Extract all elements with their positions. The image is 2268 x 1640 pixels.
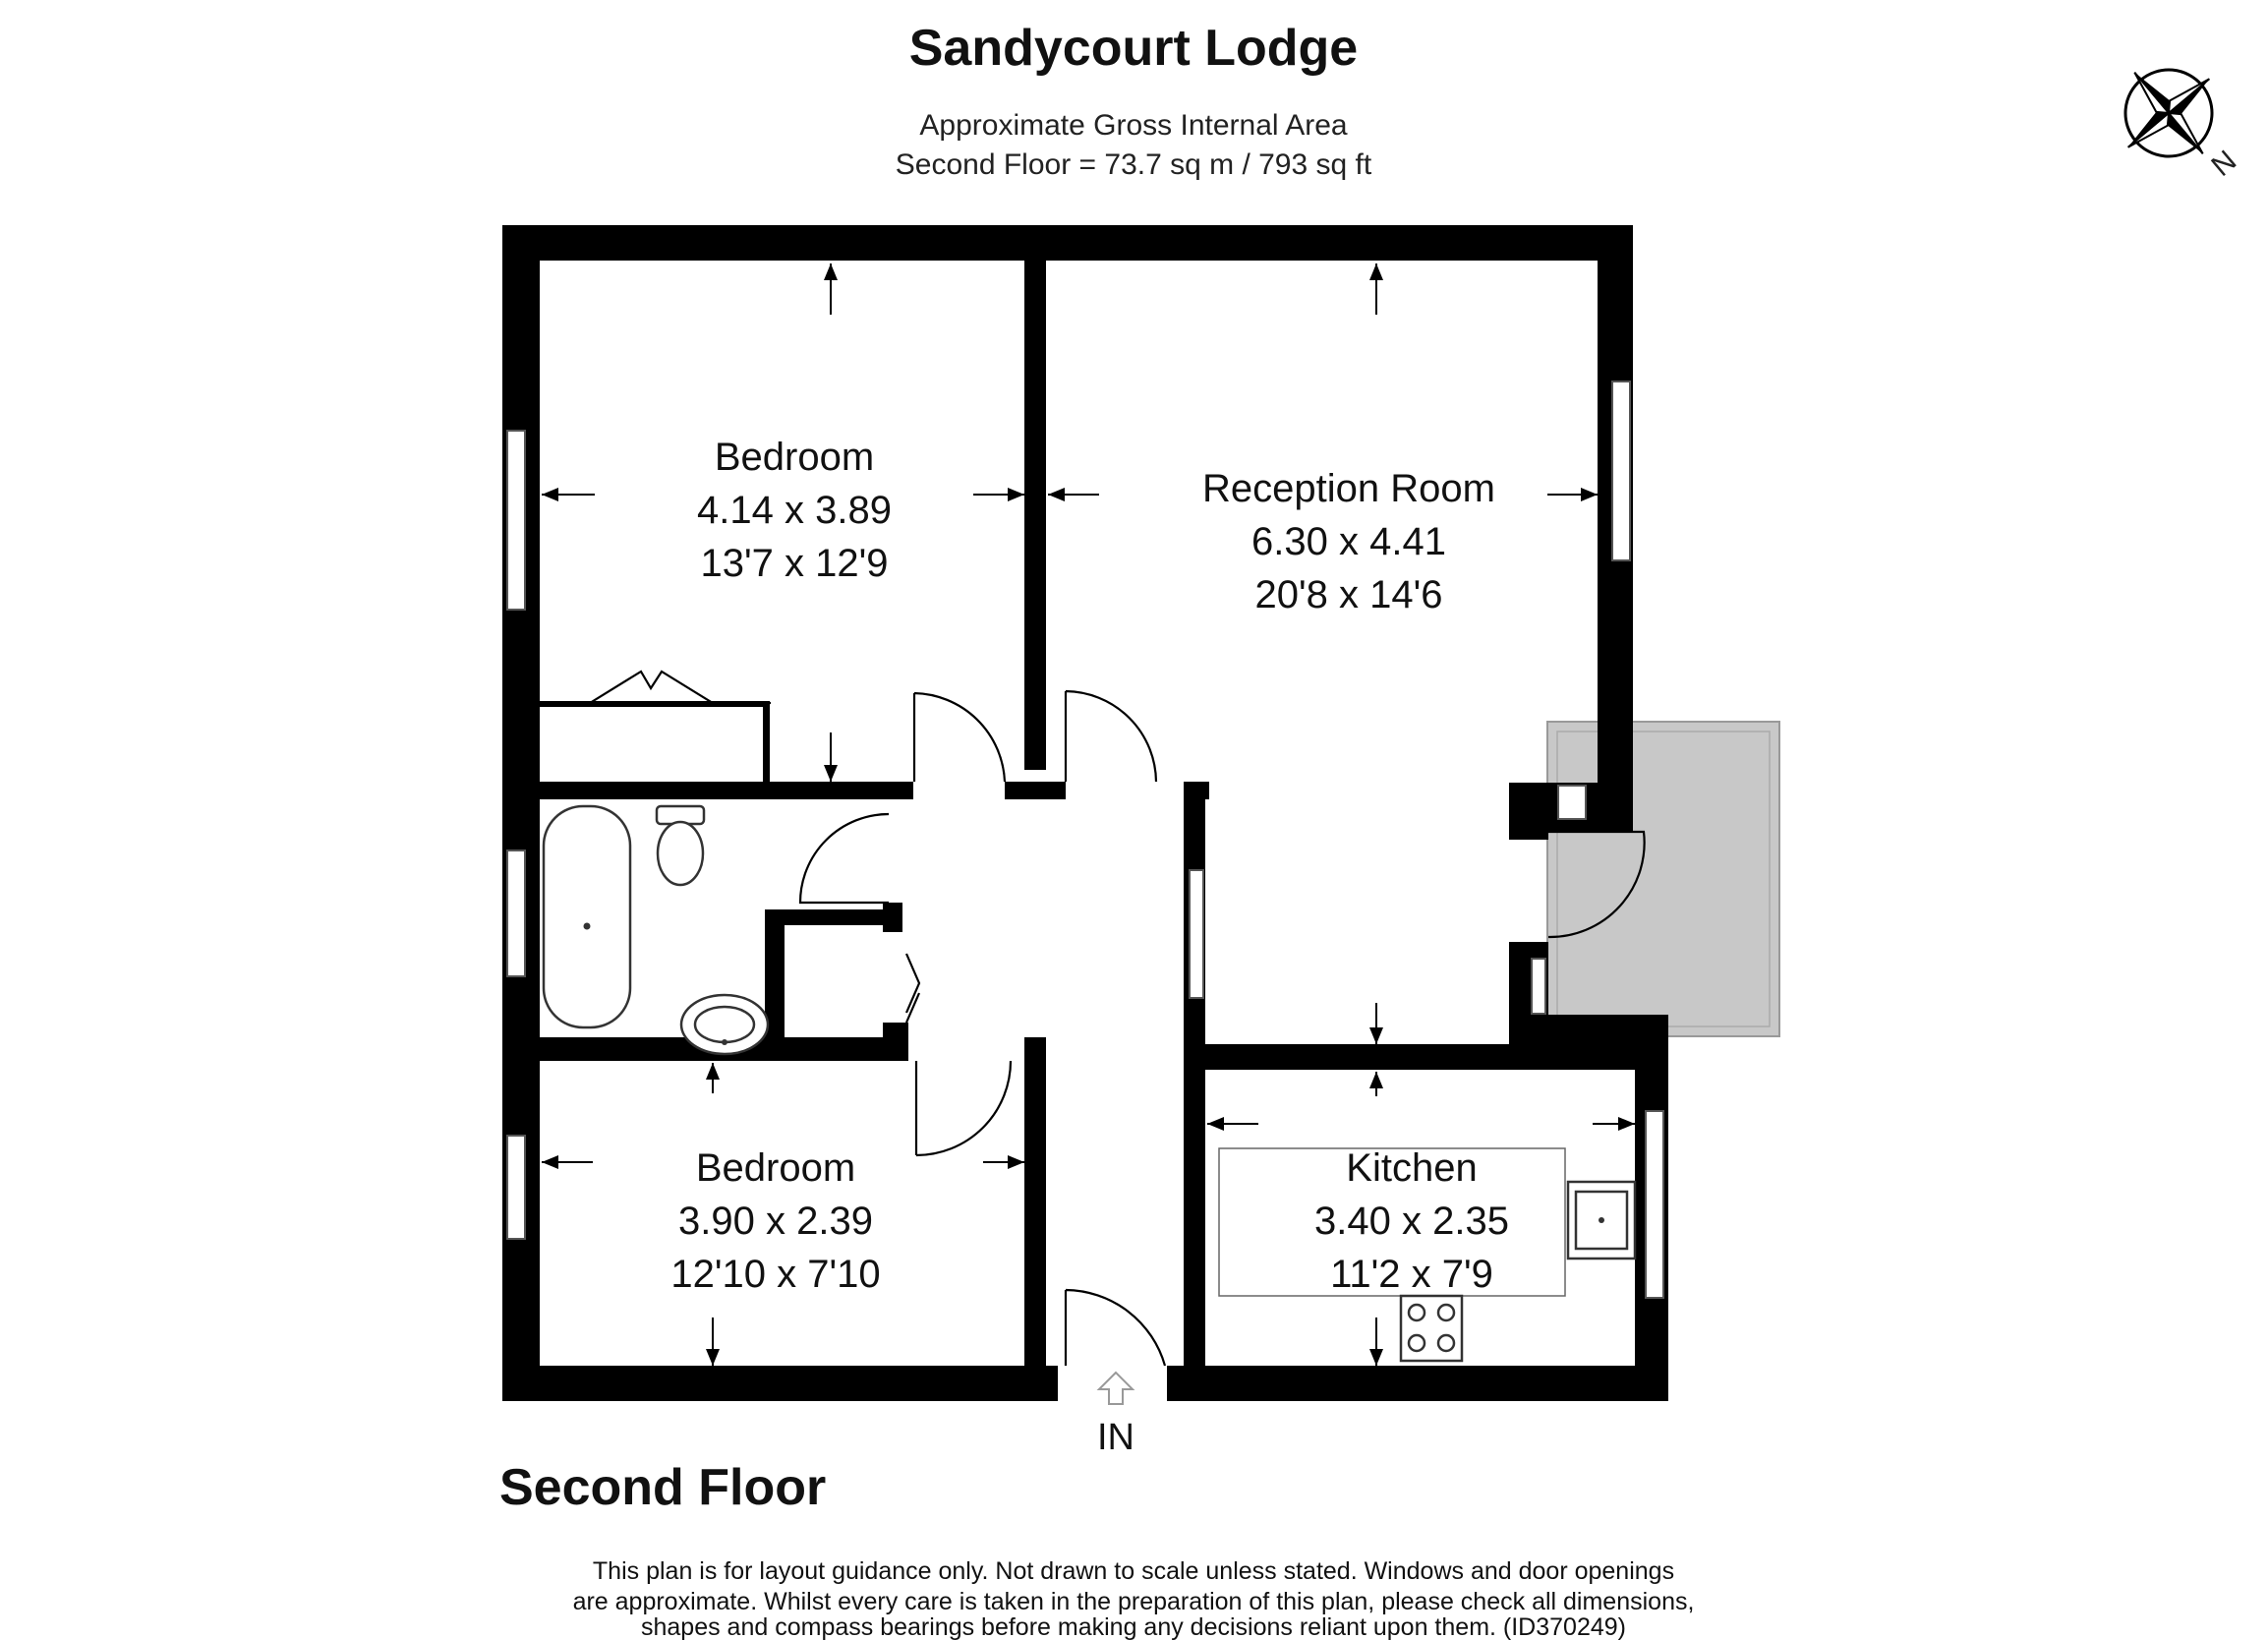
svg-text:3.90 x 2.39: 3.90 x 2.39 [678,1200,873,1243]
svg-text:Reception Room: Reception Room [1202,467,1495,510]
property-title: Sandycourt Lodge [908,20,1359,77]
entrance-arrow-icon [1099,1373,1133,1404]
floor-label: Second Floor [499,1459,827,1516]
svg-text:12'10 x 7'10: 12'10 x 7'10 [670,1253,881,1296]
svg-text:4.14 x 3.89: 4.14 x 3.89 [697,489,892,532]
svg-text:This plan is for layout guidan: This plan is for layout guidance only. Not drawn to scale unless stated. Windows and door openings [592,1557,1675,1585]
svg-text:13'7 x 12'9: 13'7 x 12'9 [700,542,889,585]
svg-text:Bedroom: Bedroom [714,436,875,479]
balcony [1547,722,1779,1036]
compass-north-label: N [2205,144,2243,183]
bathroom-fixtures [544,806,768,1054]
svg-text:Kitchen: Kitchen [1346,1146,1478,1190]
svg-text:are approximate. Whilst every: are approximate. Whilst every care is taken in the preparation of this plan, please check all dimensions, [572,1588,1695,1615]
svg-text:11'2 x 7'9: 11'2 x 7'9 [1330,1253,1493,1296]
area-heading: Approximate Gross Internal Area [919,109,1348,142]
svg-text:shapes and compass bearings be: shapes and compass bearings before making any decisions reliant upon them. (ID370249) [641,1613,1626,1640]
room-label-bedroom-2 [670,1146,880,1296]
area-value: Second Floor = 73.7 sq m / 793 sq ft [895,148,1372,181]
disclaimer [573,1557,1695,1640]
room-label-kitchen [1314,1146,1509,1296]
svg-text:6.30 x 4.41: 6.30 x 4.41 [1251,520,1446,563]
room-label-reception-room [1202,467,1495,616]
entrance-label: IN [1097,1417,1134,1458]
svg-text:3.40 x 2.35: 3.40 x 2.35 [1314,1200,1509,1243]
svg-text:Bedroom: Bedroom [695,1146,856,1190]
svg-text:20'8 x 14'6: 20'8 x 14'6 [1254,573,1443,616]
room-label-bedroom-1 [697,436,892,585]
